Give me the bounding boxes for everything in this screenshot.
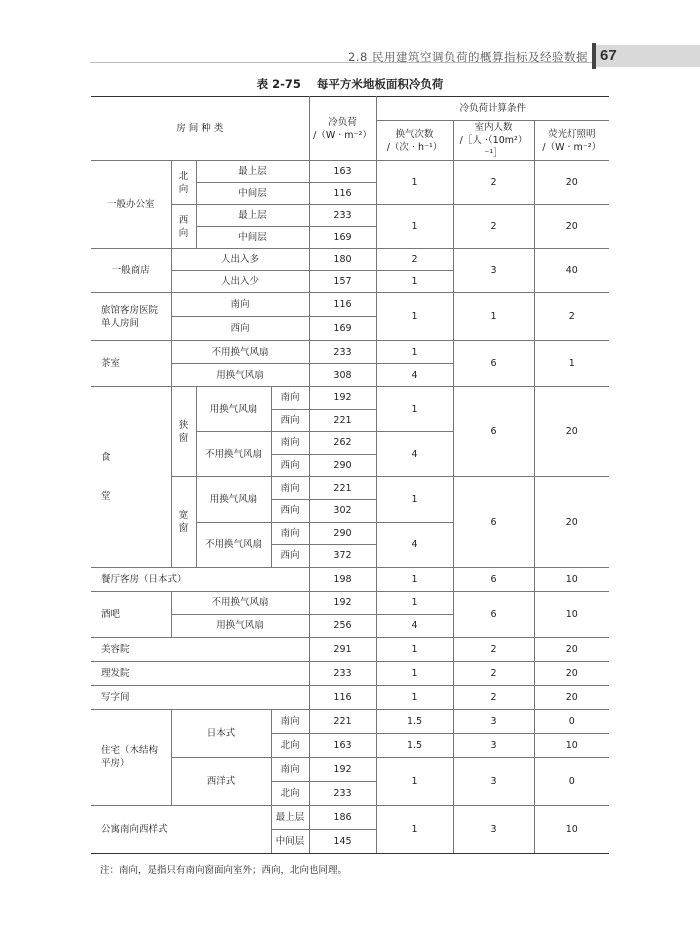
- light-value: 10: [534, 591, 609, 637]
- header-conditions: 冷负荷计算条件: [376, 97, 609, 121]
- load-value: 180: [309, 249, 376, 271]
- cooling-load-table: [91, 96, 609, 854]
- header-rule: [90, 62, 610, 63]
- label-west: 西向: [271, 409, 309, 432]
- people-value: 2: [453, 661, 534, 685]
- light-value: 20: [534, 477, 609, 567]
- label-west: 西向: [171, 317, 309, 341]
- load-value: 145: [309, 829, 376, 853]
- people-value: 6: [453, 591, 534, 637]
- label-few-people: 人出入少: [171, 271, 309, 293]
- label-no-fan: 不用换气风扇: [171, 591, 309, 614]
- label-north: 北向: [271, 781, 309, 805]
- load-value: 116: [309, 685, 376, 709]
- header-load: 冷负荷 /（W · m⁻²）: [309, 97, 376, 161]
- label-mid-floor: 中间层: [271, 829, 309, 853]
- light-value: 40: [534, 249, 609, 293]
- header-people: 室内人数 /［人 ·（10m²）⁻¹］: [453, 121, 534, 161]
- row-label-barber: 理发院: [91, 661, 309, 685]
- label-north: 北向: [271, 733, 309, 757]
- label-no-fan: 不用换气风扇: [171, 341, 309, 364]
- label-south: 南向: [271, 522, 309, 545]
- load-value: 233: [309, 341, 376, 364]
- load-value: 291: [309, 637, 376, 661]
- label-no-fan: 不用换气风扇: [196, 522, 271, 567]
- row-label-house: 住宅（木结构 平房）: [91, 709, 171, 805]
- label-west: 西向: [271, 545, 309, 568]
- row-label-office: 一般办公室: [91, 161, 171, 249]
- label-with-fan: 用换气风扇: [171, 614, 309, 637]
- load-value: 192: [309, 757, 376, 781]
- table-caption: 表 2-75 每平方米地板面积冷负荷: [256, 77, 444, 91]
- label-japanese-style: 日本式: [171, 709, 271, 757]
- air-value: 4: [376, 522, 453, 567]
- label-top-floor: 最上层: [271, 805, 309, 829]
- people-value: 2: [453, 637, 534, 661]
- label-south: 南向: [271, 432, 309, 455]
- row-label-bar: 酒吧: [91, 591, 171, 637]
- people-value: 6: [453, 341, 534, 387]
- load-value: 233: [309, 661, 376, 685]
- light-value: 10: [534, 733, 609, 757]
- people-value: 1: [453, 293, 534, 341]
- load-value: 302: [309, 499, 376, 522]
- people-value: 6: [453, 387, 534, 477]
- air-value: 1: [376, 205, 453, 249]
- light-value: 10: [534, 805, 609, 853]
- air-value: 1: [376, 591, 453, 614]
- load-value: 221: [309, 409, 376, 432]
- load-value: 163: [309, 733, 376, 757]
- load-value: 116: [309, 183, 376, 205]
- load-value: 308: [309, 364, 376, 387]
- air-value: 1: [376, 477, 453, 522]
- load-value: 221: [309, 709, 376, 733]
- air-value: 1.5: [376, 709, 453, 733]
- load-value: 157: [309, 271, 376, 293]
- light-value: 20: [534, 661, 609, 685]
- row-label-apartment: 公寓南向西样式: [91, 805, 271, 853]
- row-label-writing-room: 写字间: [91, 685, 309, 709]
- label-south: 南向: [271, 709, 309, 733]
- air-value: 1.5: [376, 733, 453, 757]
- people-value: 2: [453, 161, 534, 205]
- load-value: 116: [309, 293, 376, 317]
- load-value: 221: [309, 477, 376, 500]
- header-lighting: 荧光灯照明 /（W · m⁻²）: [534, 121, 609, 161]
- people-value: 3: [453, 733, 534, 757]
- label-south: 南向: [271, 477, 309, 500]
- people-value: 6: [453, 477, 534, 567]
- label-no-fan: 不用换气风扇: [196, 432, 271, 477]
- load-value: 169: [309, 227, 376, 249]
- air-value: 1: [376, 567, 453, 591]
- light-value: 20: [534, 161, 609, 205]
- load-value: 262: [309, 432, 376, 455]
- load-value: 233: [309, 781, 376, 805]
- load-value: 256: [309, 614, 376, 637]
- page-header: [0, 0, 700, 70]
- label-west: 西向: [271, 454, 309, 477]
- air-value: 4: [376, 432, 453, 477]
- load-value: 233: [309, 205, 376, 227]
- label-west: 西向: [271, 499, 309, 522]
- row-label-shop: 一般商店: [91, 249, 171, 293]
- label-many-people: 人出入多: [171, 249, 309, 271]
- air-value: 2: [376, 249, 453, 271]
- running-header: 2.8 民用建筑空调负荷的概算指标及经验数据: [348, 50, 588, 64]
- air-value: 1: [376, 341, 453, 364]
- people-value: 3: [453, 805, 534, 853]
- air-value: 4: [376, 364, 453, 387]
- air-value: 1: [376, 293, 453, 341]
- label-western-style: 西洋式: [171, 757, 271, 805]
- row-label-hotel: 旅馆客房医院 单人房间: [91, 293, 171, 341]
- label-with-fan: 用换气风扇: [171, 364, 309, 387]
- air-value: 4: [376, 614, 453, 637]
- row-label-canteen: 食 堂: [91, 387, 171, 568]
- light-value: 0: [534, 709, 609, 733]
- light-value: 10: [534, 567, 609, 591]
- table-note: 注：南向，是指只有南向窗面向室外；西向，北向也同理。: [100, 865, 348, 876]
- air-value: 1: [376, 661, 453, 685]
- light-value: 1: [534, 341, 609, 387]
- light-value: 0: [534, 757, 609, 805]
- load-value: 290: [309, 454, 376, 477]
- air-value: 1: [376, 757, 453, 805]
- row-label-tea: 茶室: [91, 341, 171, 387]
- label-south: 南向: [271, 387, 309, 410]
- load-value: 192: [309, 387, 376, 410]
- label-top-floor: 最上层: [196, 205, 309, 227]
- light-value: 20: [534, 685, 609, 709]
- header-room-type: 房 间 种 类: [91, 97, 309, 161]
- light-value: 20: [534, 387, 609, 477]
- label-mid-floor: 中间层: [196, 183, 309, 205]
- air-value: 1: [376, 387, 453, 432]
- page-number: 67: [592, 45, 700, 67]
- light-value: 20: [534, 637, 609, 661]
- label-with-fan: 用换气风扇: [196, 477, 271, 522]
- air-value: 1: [376, 271, 453, 293]
- label-mid-floor: 中间层: [196, 227, 309, 249]
- load-value: 169: [309, 317, 376, 341]
- label-south: 南向: [171, 293, 309, 317]
- people-value: 6: [453, 567, 534, 591]
- label-south: 南向: [271, 757, 309, 781]
- label-narrow-window: 狭 窗: [171, 387, 196, 477]
- air-value: 1: [376, 685, 453, 709]
- load-value: 290: [309, 522, 376, 545]
- people-value: 3: [453, 709, 534, 733]
- label-north: 北 向: [171, 161, 196, 205]
- label-top-floor: 最上层: [196, 161, 309, 183]
- row-label-beauty: 美容院: [91, 637, 309, 661]
- row-label-restaurant: 餐厅客房（日本式）: [91, 567, 309, 591]
- air-value: 1: [376, 805, 453, 853]
- people-value: 2: [453, 205, 534, 249]
- air-value: 1: [376, 161, 453, 205]
- people-value: 3: [453, 249, 534, 293]
- label-wide-window: 宽 窗: [171, 477, 196, 567]
- people-value: 3: [453, 757, 534, 805]
- label-with-fan: 用换气风扇: [196, 387, 271, 432]
- label-west: 西 向: [171, 205, 196, 249]
- light-value: 20: [534, 205, 609, 249]
- load-value: 198: [309, 567, 376, 591]
- people-value: 2: [453, 685, 534, 709]
- load-value: 192: [309, 591, 376, 614]
- load-value: 163: [309, 161, 376, 183]
- air-value: 1: [376, 637, 453, 661]
- load-value: 372: [309, 545, 376, 568]
- load-value: 186: [309, 805, 376, 829]
- header-air-change: 换气次数 /（次 · h⁻¹）: [376, 121, 453, 161]
- light-value: 2: [534, 293, 609, 341]
